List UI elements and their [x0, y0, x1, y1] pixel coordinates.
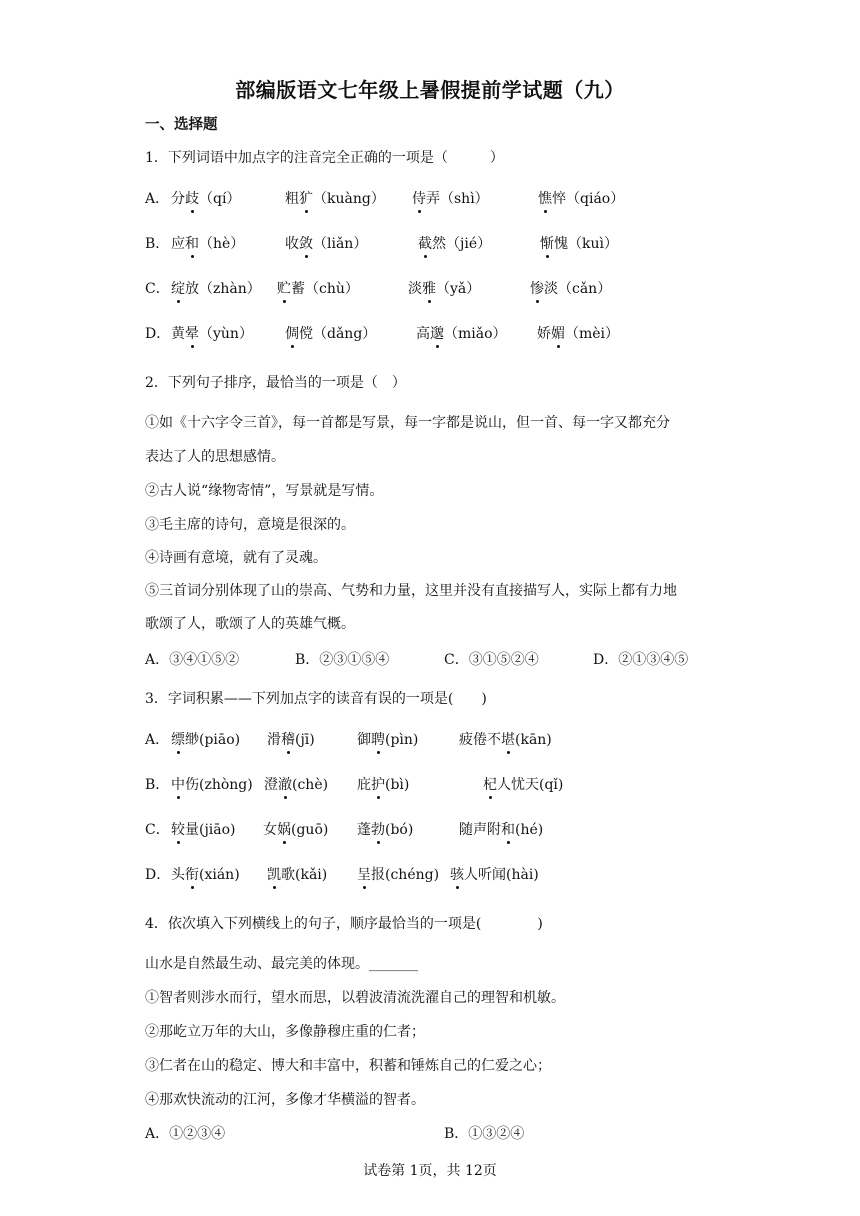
option-word: [459, 819, 543, 839]
word-prefix: 应: [171, 236, 185, 252]
word-suffix: (guō): [291, 822, 329, 838]
q4-line: ①智者则涉水而行，望水而思，以碧波清流洗濯自己的理智和机敏。: [145, 990, 565, 1006]
option-word: [538, 188, 624, 208]
dotted-char: 侍: [412, 188, 426, 208]
option-word: [357, 774, 409, 794]
word-suffix: (pìn): [385, 732, 419, 748]
dotted-char: 中: [171, 774, 185, 794]
word-prefix: 庇: [357, 777, 371, 793]
word-prefix: 收: [285, 236, 299, 252]
word-suffix: 报(chéng): [371, 867, 440, 883]
dotted-char: 媚: [551, 323, 565, 343]
dotted-char: 凯: [267, 864, 281, 884]
word-prefix: 高: [416, 326, 430, 342]
word-suffix: （qí）: [199, 191, 241, 207]
option-label: A．: [145, 732, 170, 748]
word-suffix: (jī): [295, 732, 315, 748]
option-word: [530, 278, 611, 298]
dotted-char: 晕: [185, 323, 199, 343]
option-word: [267, 864, 327, 884]
dotted-char: 惨: [530, 278, 544, 298]
option-word: [263, 819, 328, 839]
word-prefix: 分: [171, 191, 185, 207]
dotted-char: 雅: [422, 278, 436, 298]
q2-line: ①如《十六字令三首》，每一首都是写景，每一字都是说山，但一首、每一字又都充分: [145, 415, 670, 431]
option-word: [357, 729, 418, 749]
page-footer: 试卷第 1页，共 12页: [363, 1163, 497, 1179]
word-suffix: 弄（shì）: [426, 191, 489, 207]
option-word: [267, 729, 315, 749]
q2-line: ③毛主席的诗句，意境是很深的。: [145, 517, 355, 533]
dotted-char: 堪: [501, 729, 515, 749]
word-prefix: 滑: [267, 732, 281, 748]
dotted-char: 截: [418, 233, 432, 253]
word-suffix: （liǎn）: [313, 236, 368, 252]
word-prefix: 澄: [264, 777, 278, 793]
option-word: [412, 188, 489, 208]
q2-choice-a: A．③④①⑤②: [145, 652, 240, 668]
page-title: 部编版语文七年级上暑假提前学试题（九）: [235, 78, 625, 102]
option-word: [285, 188, 385, 208]
option-label: B．: [145, 236, 170, 252]
word-suffix: (kān): [515, 732, 552, 748]
option-word: [171, 729, 240, 749]
dotted-char: 杞: [483, 774, 497, 794]
q2-choice-b: B．②③①⑤④: [295, 652, 390, 668]
word-prefix: 女: [263, 822, 277, 838]
dotted-char: 绽: [171, 278, 185, 298]
word-suffix: 缈(piāo): [185, 732, 241, 748]
word-suffix: 傥（dǎng）: [299, 326, 377, 342]
option-word: [285, 233, 367, 253]
q4-line: ②那屹立万年的大山，多像静穆庄重的仁者；: [145, 1024, 425, 1040]
q3-stem: 3．字词积累——下列加点字的读音有误的一项是( ): [145, 691, 487, 707]
dotted-char: 骇: [450, 864, 464, 884]
option-word: [171, 278, 261, 298]
word-prefix: 随声附: [459, 822, 501, 838]
word-prefix: 疲倦不: [459, 732, 501, 748]
word-suffix: 然（jié）: [432, 236, 492, 252]
option-word: [171, 233, 244, 253]
word-suffix: （kuàng）: [313, 191, 385, 207]
option-word: [171, 864, 240, 884]
q2-choice-c: C．③①⑤②④: [444, 652, 539, 668]
option-word: [171, 188, 240, 208]
dotted-char: 呈: [357, 864, 371, 884]
q2-choice-d: D．②①③④⑤: [593, 652, 689, 668]
section-heading: 一、选择题: [145, 117, 218, 133]
dotted-char: 较: [171, 819, 185, 839]
word-prefix: 粗: [285, 191, 299, 207]
word-suffix: (bó): [385, 822, 414, 838]
dotted-char: 惭: [540, 233, 554, 253]
option-word: [357, 819, 413, 839]
q4-line: ③仁者在山的稳定、博大和丰富中，积蓄和锤炼自己的仁爱之心；: [145, 1058, 551, 1074]
dotted-char: 犷: [299, 188, 313, 208]
dotted-char: 憔: [538, 188, 552, 208]
option-label: C．: [145, 822, 170, 838]
word-suffix: 淡（cǎn）: [544, 281, 612, 297]
option-word: [171, 819, 236, 839]
word-suffix: 伤(zhòng): [185, 777, 253, 793]
word-suffix: 歌(kǎi): [281, 867, 328, 883]
option-word: [277, 278, 359, 298]
dotted-char: 和: [185, 233, 199, 253]
option-label: D．: [145, 326, 171, 342]
q4-choice-a: A．①②③④: [145, 1126, 226, 1142]
word-suffix: （mèi）: [565, 326, 620, 342]
word-suffix: (chè): [292, 777, 329, 793]
word-prefix: 御: [357, 732, 371, 748]
option-word: [285, 323, 376, 343]
option-label: B．: [145, 777, 170, 793]
q4-line: ④那欢快流动的江河，多像才华横溢的智者。: [145, 1092, 425, 1108]
word-suffix: （miǎo）: [444, 326, 507, 342]
dotted-char: 娲: [277, 819, 291, 839]
word-suffix: 人忧天(qǐ): [497, 777, 564, 793]
dotted-char: 邈: [430, 323, 444, 343]
word-suffix: 放（zhàn）: [185, 281, 261, 297]
q2-line: 表达了人的思想感情。: [145, 449, 285, 465]
word-prefix: 头: [171, 867, 185, 883]
word-prefix: 娇: [537, 326, 551, 342]
option-word: [171, 774, 253, 794]
dotted-char: 贮: [277, 278, 291, 298]
q2-line: ⑤三首词分别体现了山的崇高、气势和力量，这里并没有直接描写人，实际上都有力地: [145, 583, 677, 599]
dotted-char: 护: [371, 774, 385, 794]
q4-choice-b: B．①③②④: [444, 1126, 525, 1142]
option-word: [459, 729, 552, 749]
option-word: [418, 233, 491, 253]
word-suffix: 愧（kuì）: [554, 236, 618, 252]
dotted-char: 稽: [281, 729, 295, 749]
dotted-char: 歧: [185, 188, 199, 208]
dotted-char: 和: [501, 819, 515, 839]
word-suffix: 量(jiāo): [185, 822, 236, 838]
word-suffix: （hè）: [199, 236, 245, 252]
option-label: D．: [145, 867, 171, 883]
q2-line: ④诗画有意境，就有了灵魂。: [145, 550, 327, 566]
option-word: [537, 323, 619, 343]
option-word: [171, 323, 253, 343]
word-suffix: (hé): [515, 822, 544, 838]
dotted-char: 衔: [185, 864, 199, 884]
q1-stem: 1．下列词语中加点字的注音完全正确的一项是（ ）: [145, 150, 504, 166]
dotted-char: 敛: [299, 233, 313, 253]
dotted-char: 澈: [278, 774, 292, 794]
option-label: C．: [145, 281, 170, 297]
option-word: [483, 774, 563, 794]
option-word: [264, 774, 328, 794]
word-suffix: 蓄（chù）: [291, 281, 359, 297]
q2-line: ②古人说“缘物寄情”，写景就是写情。: [145, 483, 384, 499]
q2-stem: 2．下列句子排序，最恰当的一项是（ ）: [145, 375, 406, 391]
option-word: [357, 864, 439, 884]
word-prefix: 黄: [171, 326, 185, 342]
option-word: [408, 278, 480, 298]
word-suffix: (bì): [385, 777, 410, 793]
option-word: [416, 323, 507, 343]
dotted-char: 缥: [171, 729, 185, 749]
dotted-char: 倜: [285, 323, 299, 343]
q4-lead: 山水是自然最生动、最完美的体现。_______: [145, 956, 418, 972]
option-word: [540, 233, 618, 253]
q2-line: 歌颂了人，歌颂了人的英雄气概。: [145, 616, 355, 632]
word-prefix: 蓬: [357, 822, 371, 838]
word-suffix: （yùn）: [199, 326, 253, 342]
word-prefix: 淡: [408, 281, 422, 297]
word-suffix: 人听闻(hài): [464, 867, 539, 883]
dotted-char: 聘: [371, 729, 385, 749]
word-suffix: 悴（qiáo）: [552, 191, 625, 207]
word-suffix: （yǎ）: [436, 281, 481, 297]
option-word: [450, 864, 539, 884]
dotted-char: 勃: [371, 819, 385, 839]
word-suffix: (xián): [199, 867, 240, 883]
q4-stem: 4．依次填入下列横线上的句子，顺序最恰当的一项是( ): [145, 916, 543, 932]
option-label: A．: [145, 191, 170, 207]
